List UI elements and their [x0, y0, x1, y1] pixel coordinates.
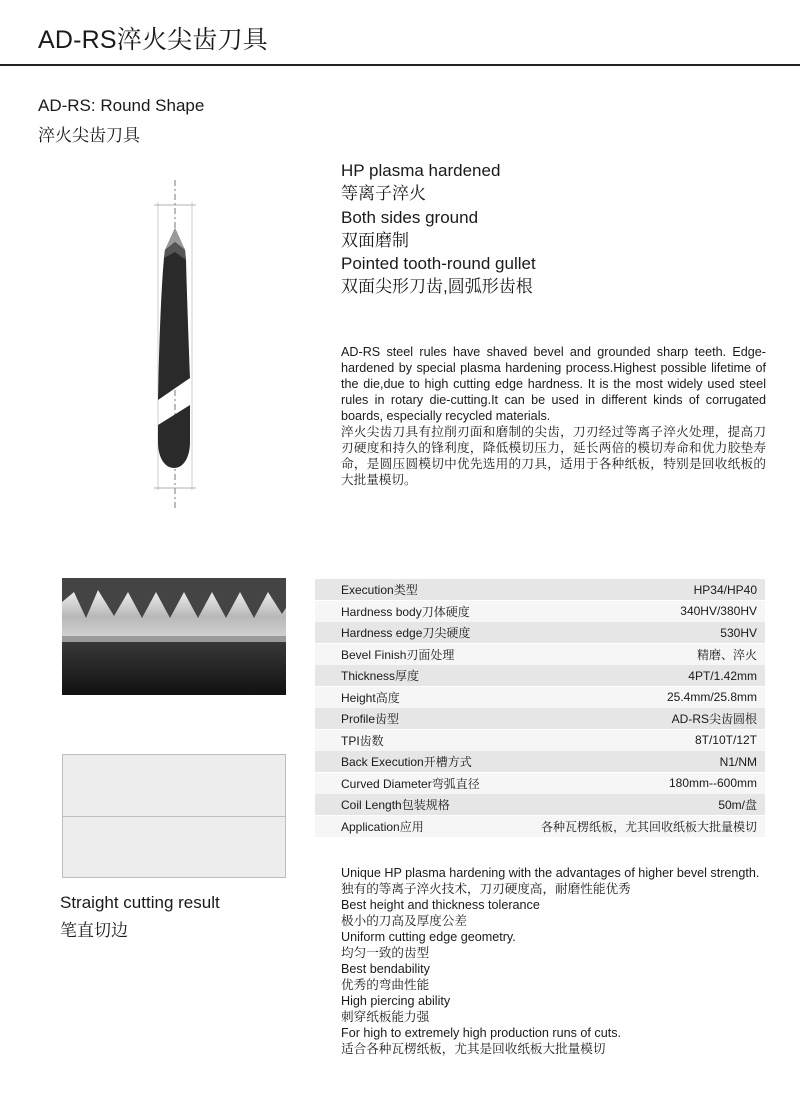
spec-value: 精磨、淬火	[696, 647, 757, 662]
feature-item: Both sides ground	[341, 207, 479, 227]
advantage-item: 优秀的弯曲性能	[341, 978, 430, 992]
spec-row	[315, 644, 765, 665]
spec-row	[315, 687, 765, 708]
spec-table	[315, 579, 765, 837]
spec-value: HP34/HP40	[693, 582, 757, 597]
spec-label: Height高度	[341, 690, 400, 705]
spec-value: 340HV/380HV	[680, 604, 757, 618]
advantage-item: Best height and thickness tolerance	[341, 898, 540, 912]
spec-label: TPI齿数	[341, 733, 384, 748]
advantage-item: 适合各种瓦楞纸板，尤其是回收纸板大批量模切	[341, 1042, 606, 1056]
feature-item: 双面磨制	[341, 230, 409, 250]
spec-row	[315, 665, 765, 686]
spec-value: 25.4mm/25.8mm	[666, 690, 757, 704]
spec-label: Curved Diameter弯弧直径	[341, 776, 480, 791]
advantage-item: 均匀一致的齿型	[341, 946, 430, 960]
advantage-item: 独有的等离子淬火技术，刀刃硬度高，耐磨性能优秀	[341, 882, 631, 896]
spec-label: Coil Length包装规格	[341, 798, 450, 812]
spec-value: N1/NM	[719, 754, 757, 769]
advantage-item: High piercing ability	[341, 994, 451, 1008]
straight-cut-result-image	[62, 754, 286, 878]
feature-item: 等离子淬火	[341, 184, 426, 204]
spec-row	[315, 601, 765, 622]
spec-value: 50m/盘	[718, 798, 757, 812]
result-caption-english: Straight cutting result	[60, 893, 220, 912]
spec-row	[315, 773, 765, 794]
spec-label: Thickness厚度	[341, 669, 420, 683]
advantage-item: 刺穿纸板能力强	[341, 1010, 430, 1024]
page-title: AD-RS淬火尖齿刀具	[38, 26, 268, 54]
spec-label: Bevel Finish刃面处理	[341, 647, 455, 662]
spec-row	[315, 751, 765, 772]
subtitle-english: AD-RS: Round Shape	[38, 96, 205, 115]
spec-label: Application应用	[341, 819, 424, 834]
advantages-list	[341, 865, 766, 1057]
spec-value: 各种瓦楞纸板，尤其回收纸板大批量模切	[540, 819, 757, 834]
subtitle-chinese: 淬火尖齿刀具	[38, 126, 140, 145]
feature-item: Pointed tooth-round gullet	[341, 254, 536, 274]
description-chinese: 淬火尖齿刀具有拉削刃面和磨制的尖齿，刀刃经过等离子淬火处理，提高刀刃硬度和持久的锋利度，降低模切压力，延长两倍的模切寿命和优力胶垫寿命，是圆压圆模切中优先选用的刀具，适用于各种纸板，特别是回收纸板的大批量模切。	[341, 425, 766, 487]
spec-value: 8T/10T/12T	[694, 733, 757, 747]
result-caption-chinese: 笔直切边	[60, 921, 128, 940]
spec-value: 180mm--600mm	[668, 776, 757, 790]
spec-label: Back Execution开槽方式	[341, 755, 472, 769]
blade-teeth-photo	[62, 578, 286, 695]
feature-item: 双面尖形刀齿,圆弧形齿根	[341, 277, 533, 297]
advantage-item: For high to extremely high production runs of cuts.	[341, 1026, 622, 1040]
feature-item: HP plasma hardened	[341, 161, 501, 180]
spec-label: Hardness body刀体硬度	[341, 604, 470, 619]
title-divider	[0, 64, 800, 66]
advantage-item: 极小的刀高及厚度公差	[341, 914, 467, 928]
blade-profile-drawing	[150, 180, 200, 510]
advantage-item: Uniform cutting edge geometry.	[341, 930, 516, 944]
advantage-item: Best bendability	[341, 962, 430, 976]
spec-value: 4PT/1.42mm	[688, 668, 757, 683]
spec-row	[315, 794, 765, 815]
spec-label: Execution类型	[341, 583, 418, 597]
spec-row	[315, 708, 765, 729]
feature-list	[341, 159, 536, 299]
spec-row	[315, 730, 765, 751]
spec-label: Profile齿型	[341, 712, 400, 726]
spec-row	[315, 816, 765, 837]
description-english: AD-RS steel rules have shaved bevel and grounded sharp teeth. Edge-hardened by special plasma hardening process.Highest possible lifetime of the die,due to high cutting edge hardness. It is the most widely used steel rules in rotary die-cutting.It can be used in different kinds of corrugated boards, especially recycled materials.	[341, 345, 766, 423]
spec-row	[315, 579, 765, 600]
advantage-item: Unique HP plasma hardening with the advantages of higher bevel strength.	[341, 866, 760, 880]
spec-value: 530HV	[720, 625, 757, 640]
spec-value: AD-RS尖齿圆根	[671, 712, 757, 726]
spec-row	[315, 622, 765, 643]
spec-label: Hardness edge刀尖硬度	[341, 626, 471, 640]
